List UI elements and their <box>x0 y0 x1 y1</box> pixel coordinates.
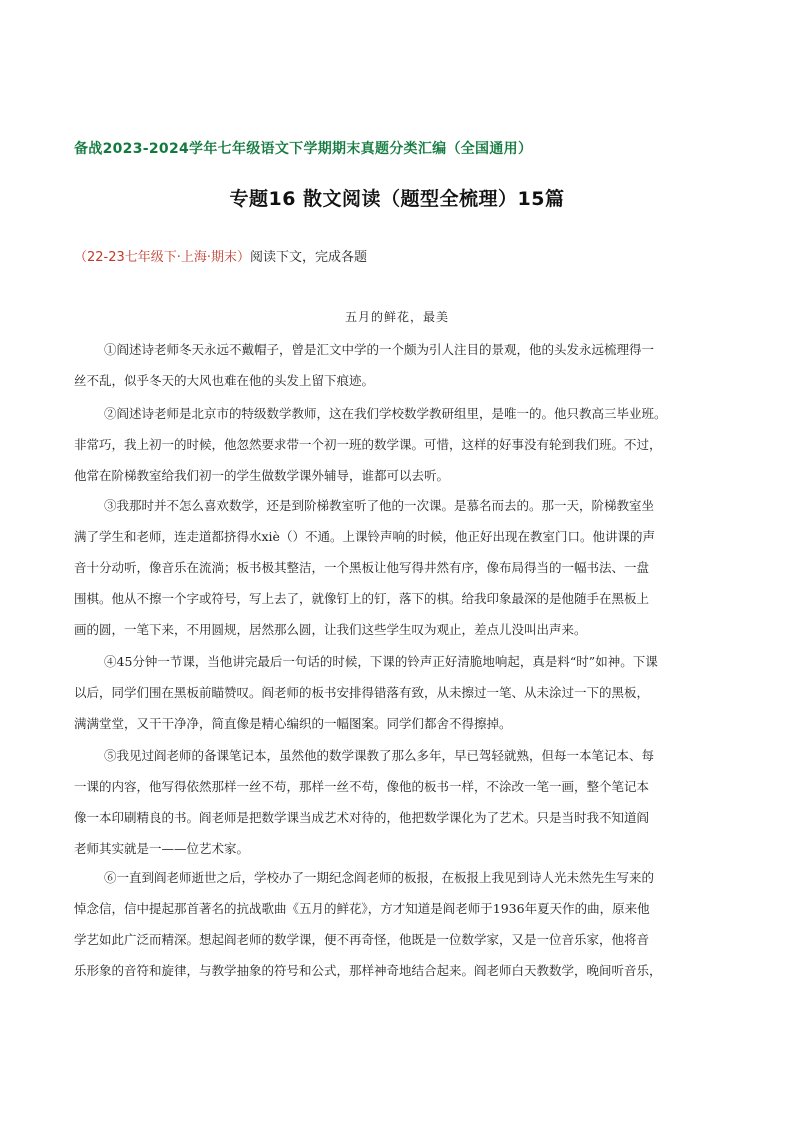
series-title: 备战2023-2024学年七年级语文下学期期末真题分类汇编（全国通用） <box>74 141 533 157</box>
paragraph-line: 画的圆，一笔下来，不用圆规，居然那么圆，让我们这些学生叹为观止，差点儿没叫出声来。 <box>74 622 587 637</box>
paragraph-line: ③我那时并不怎么喜欢数学，还是到阶梯教室听了他的一次课。是慕名而去的。那一天，阶梯教室坐 <box>104 498 655 513</box>
paragraph-2 <box>74 398 722 491</box>
source-tag: （22-23七年级下·上海·期末） <box>74 250 251 265</box>
paragraph-line: 像一本印刷精良的书。阎老师是把数学课当成艺术对待的，他把数学课化为了艺术。只是当时我不知道阎 <box>74 810 650 825</box>
paragraph-line: 满满堂堂，又干干净净，简直像是精心编织的一幅图案。同学们都舍不得擦掉。 <box>74 716 512 731</box>
paragraph-3 <box>74 490 722 645</box>
reading-instruction: 阅读下文，完成各题 <box>250 250 368 265</box>
paragraph-line: 音十分动听，像音乐在流淌；板书极其整洁，一个黑板让他写得井然有序，像布局得当的一幅书法、一盘 <box>74 560 650 575</box>
paragraph-line: 学艺如此广泛而精深。想起阎老师的数学课，便不再奇怪，他既是一位数学家，又是一位音乐家，他将音 <box>74 932 650 947</box>
source-line <box>74 246 367 265</box>
paragraph-line: 非常巧，我上初一的时候，他忽然要求带一个初一班的数学课。可惜，这样的好事没有轮到我们班。不过， <box>74 437 662 452</box>
main-title: 专题16 散文阅读（题型全梳理）15篇 <box>229 188 565 210</box>
paragraph-6 <box>74 862 722 986</box>
paragraph-line: 围棋。他从不擦一个字或符号，写上去了，就像钉上的钉，落下的棋。给我印象最深的是他随手在黑板上 <box>74 591 650 606</box>
passage-title: 五月的鲜花，最美 <box>344 310 449 324</box>
paragraph-line: 满了学生和老师，连走道都挤得水xiè（）不通。上课铃声响的时候，他正好出现在教室门口。他讲课的声 <box>74 529 655 544</box>
paragraph-line: 丝不乱，似乎冬天的大风也难在他的头发上留下痕迹。 <box>74 373 375 388</box>
paragraph-line: ⑥一直到阎老师逝世之后，学校办了一期纪念阎老师的板报，在板报上我见到诗人光未然先生写来的 <box>104 870 655 885</box>
paragraph-line: 他常在阶梯教室给我们初一的学生做数学课外辅导，谁都可以去听。 <box>74 468 450 483</box>
paragraph-line: 老师其实就是一——位艺术家。 <box>74 841 250 856</box>
paragraph-line: ②阎述诗老师是北京市的特级数学教师，这在我们学校数学教研组里，是唯一的。他只教高三毕业班。 <box>104 406 667 421</box>
paragraph-line: ①阎述诗老师冬天永远不戴帽子，曾是汇文中学的一个颇为引人注目的景观，他的头发永远梳理得一 <box>104 342 655 357</box>
paragraph-line: 悼念信，信中提起那首著名的抗战歌曲《五月的鲜花》，方才知道是阎老师于1936年夏天作的曲，原来他 <box>74 901 650 916</box>
paragraph-4 <box>74 646 722 739</box>
paragraph-line: 一课的内容，他写得依然那样一丝不苟，那样一丝不苟，像他的板书一样，不涂改一笔一画，整个笔记本 <box>74 779 650 794</box>
paragraph-line: ④45分钟一节课，当他讲完最后一句话的时候，下课的铃声正好清脆地响起，真是料“时”如神。下课 <box>104 654 658 669</box>
paragraph-line: ⑤我见过阎老师的备课笔记本，虽然他的数学课教了那么多年，早已驾轻就熟，但每一本笔记本、每 <box>104 748 655 763</box>
paragraph-line: 乐形象的音符和旋律，与教学抽象的符号和公式，那样神奇地结合起来。阎老师白天教数学，晚间听音乐， <box>74 963 662 978</box>
paragraph-1 <box>74 334 722 396</box>
paragraph-line: 以后，同学们围在黑板前瞄赞叹。阎老师的板书安排得错落有致，从未擦过一笔、从未涂过一下的黑板， <box>74 685 650 700</box>
paragraph-5 <box>74 740 722 864</box>
